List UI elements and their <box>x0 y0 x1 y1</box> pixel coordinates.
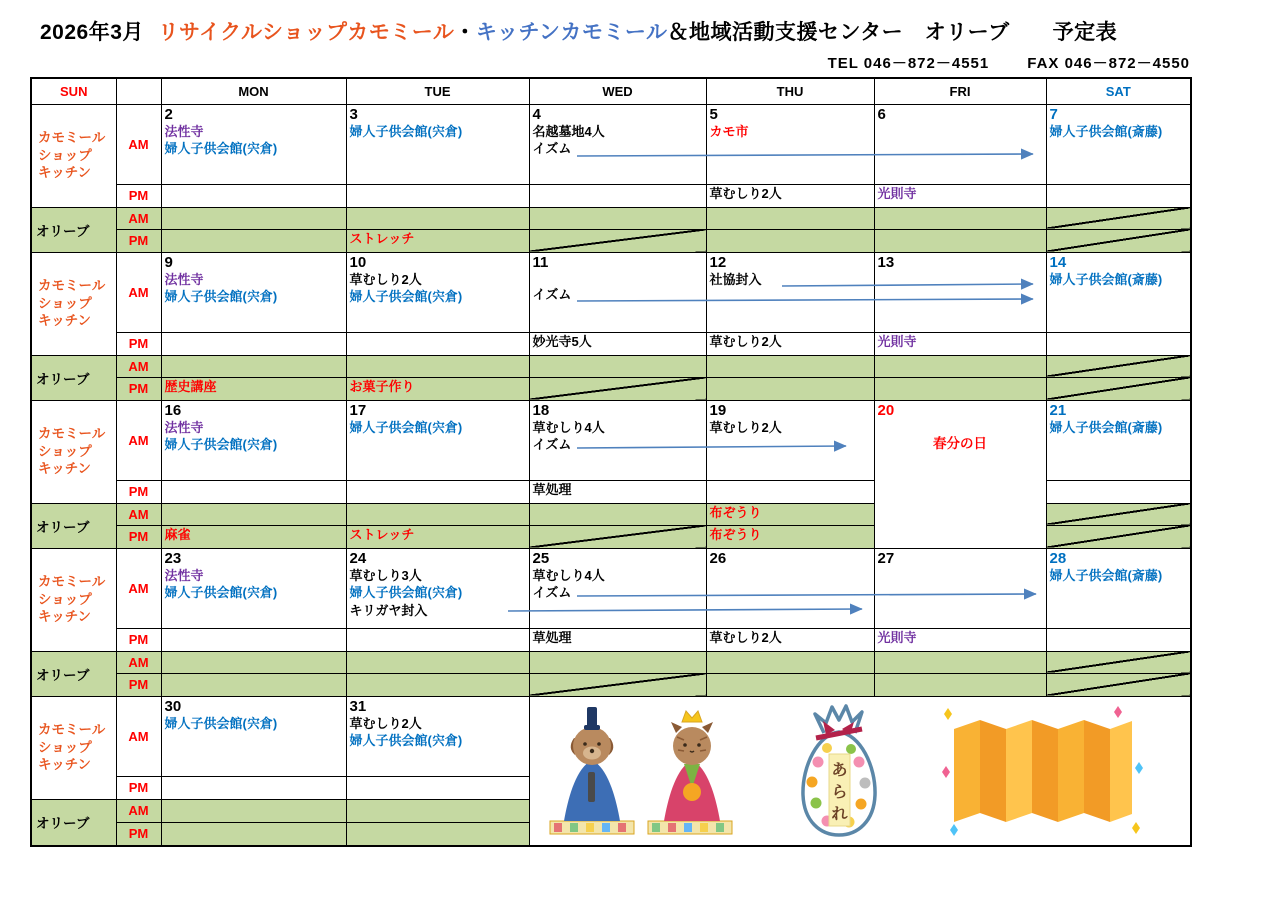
day-number: 5 <box>709 105 718 123</box>
cell-am-thu <box>706 400 874 480</box>
am-label: AM <box>116 355 161 377</box>
cell-pm-sat <box>1046 332 1191 355</box>
day-number: 9 <box>164 253 173 271</box>
am-label: AM <box>116 503 161 525</box>
event-text: 法性寺 <box>164 271 204 287</box>
day-number: 25 <box>532 549 550 567</box>
event-text: 布ぞうり <box>709 504 762 520</box>
event-text: イズム <box>532 437 572 453</box>
cell-olive-pm-thu <box>706 229 874 252</box>
event-text: 婦人子供会館(宍倉) <box>164 437 278 453</box>
label-line: カモミール <box>38 722 106 738</box>
fax-text: FAX 046－872－4550 <box>1027 55 1190 72</box>
day-number: 2 <box>164 105 173 123</box>
am-label: AM <box>116 696 161 776</box>
day-number: 18 <box>532 401 550 419</box>
cell-olive-pm-fri <box>874 377 1046 400</box>
cell-pm-sat <box>1046 480 1191 503</box>
cell-olive-am-mon <box>161 355 346 377</box>
event-text: 婦人子供会館(宍倉) <box>164 141 278 157</box>
event-text: お菓子作り <box>349 378 415 394</box>
cell-pm-thu <box>706 184 874 207</box>
cell-olive-am-tue <box>346 799 529 823</box>
illustrations-cell <box>529 696 1191 846</box>
cell-pm-tue <box>346 332 529 355</box>
cell-pm-thu <box>706 628 874 651</box>
day-number: 26 <box>709 549 727 567</box>
cell-pm-wed <box>529 184 706 207</box>
event-text: 婦人子供会館(宍倉) <box>349 123 463 139</box>
cell-am-wed <box>529 400 706 480</box>
day-number: 20 <box>877 401 895 419</box>
event-text: 婦人子供会館(宍倉) <box>349 289 463 305</box>
holiday-name: 春分の日 <box>933 435 987 451</box>
label-line: ショップ <box>38 147 92 163</box>
cell-olive-am-thu <box>706 355 874 377</box>
day-number: 21 <box>1049 401 1067 419</box>
event-text: 草むしり2人 <box>349 715 422 731</box>
cell-olive-pm-sat-closed <box>1046 673 1191 696</box>
tel-fax-line <box>0 52 1190 73</box>
event-text: 妙光寺5人 <box>532 333 592 349</box>
cell-am-tue <box>346 400 529 480</box>
cell-olive-am-fri <box>874 651 1046 673</box>
cell-olive-am-sat-closed <box>1046 355 1191 377</box>
event-text: 名越墓地4人 <box>532 123 605 139</box>
event-text: 婦人子供会館(宍倉) <box>349 733 463 749</box>
am-label: AM <box>116 799 161 823</box>
cell-pm-mon <box>161 628 346 651</box>
cell-am-tue <box>346 696 529 776</box>
cell-olive-am-mon <box>161 651 346 673</box>
day-number: 19 <box>709 401 727 419</box>
cell-olive-am-sat-closed <box>1046 207 1191 229</box>
cell-pm-tue <box>346 776 529 799</box>
cell-am-wed <box>529 252 706 332</box>
day-header-fri: FRI <box>874 78 1046 104</box>
am-label: AM <box>116 400 161 480</box>
page-title <box>40 16 1117 46</box>
pm-label: PM <box>116 480 161 503</box>
cell-pm-tue <box>346 628 529 651</box>
cell-olive-pm-wed-closed <box>529 673 706 696</box>
event-text: イズム <box>532 585 572 601</box>
cell-olive-pm-mon <box>161 377 346 400</box>
cell-olive-am-tue <box>346 503 529 525</box>
cell-olive-pm-tue <box>346 823 529 846</box>
pm-label: PM <box>116 776 161 799</box>
cell-olive-pm-tue <box>346 377 529 400</box>
kamomiru-shop-kitchen-label <box>31 400 116 503</box>
cell-am-mon <box>161 400 346 480</box>
day-number: 12 <box>709 253 727 271</box>
cell-am-thu <box>706 252 874 332</box>
kamomiru-shop-kitchen-label <box>31 104 116 207</box>
event-text: 法性寺 <box>164 567 204 583</box>
cell-olive-pm-mon <box>161 229 346 252</box>
day-header-sat: SAT <box>1046 78 1191 104</box>
cell-olive-am-sat-closed <box>1046 651 1191 673</box>
cell-pm-thu <box>706 480 874 503</box>
cell-olive-am-wed <box>529 355 706 377</box>
day-number: 4 <box>532 105 541 123</box>
event-text: 婦人子供会館(宍倉) <box>349 419 463 435</box>
cell-olive-am-mon <box>161 799 346 823</box>
cell-am-wed <box>529 104 706 184</box>
cell-am-tue <box>346 252 529 332</box>
label-line: カモミール <box>38 574 106 590</box>
day-number: 10 <box>349 253 367 271</box>
kamomiru-shop-kitchen-label <box>31 548 116 651</box>
label-line: キッチン <box>38 313 92 329</box>
event-text: 婦人子供会館(斎藤) <box>1049 123 1163 139</box>
cell-pm-wed <box>529 332 706 355</box>
event-text: イズム <box>532 286 572 302</box>
cell-am-fri <box>874 548 1046 628</box>
cell-pm-tue <box>346 480 529 503</box>
am-label: AM <box>116 548 161 628</box>
cell-olive-am-thu <box>706 207 874 229</box>
cell-olive-pm-mon <box>161 673 346 696</box>
event-text: キリガヤ封入 <box>349 602 428 618</box>
day-header-wed: WED <box>529 78 706 104</box>
cell-olive-pm-thu <box>706 673 874 696</box>
event-text: ストレッチ <box>349 230 415 246</box>
holiday-cell <box>874 400 1046 548</box>
cell-olive-am-mon <box>161 503 346 525</box>
arare-bag-label-char: れ <box>831 805 848 823</box>
cell-pm-mon <box>161 480 346 503</box>
cell-am-mon <box>161 696 346 776</box>
event-text: ストレッチ <box>349 526 415 542</box>
month-text: 2026年3月 <box>40 21 144 44</box>
event-text: 光則寺 <box>877 333 917 349</box>
cell-olive-am-sat-closed <box>1046 503 1191 525</box>
event-text: 草むしり2人 <box>709 419 782 435</box>
cell-olive-pm-thu <box>706 525 874 548</box>
cell-pm-wed <box>529 480 706 503</box>
cell-olive-am-fri <box>874 207 1046 229</box>
cell-olive-am-wed <box>529 651 706 673</box>
cell-olive-am-wed <box>529 503 706 525</box>
center-name-text: ＆地域活動支援センター オリーブ 予定表 <box>667 21 1118 44</box>
day-header-thu: THU <box>706 78 874 104</box>
schedule-table <box>30 77 1192 847</box>
olive-label: オリーブ <box>31 503 116 548</box>
kamomiru-shop-kitchen-label <box>31 252 116 355</box>
event-text: 婦人子供会館(宍倉) <box>164 715 278 731</box>
event-text: 草むしり2人 <box>709 333 782 349</box>
day-number: 28 <box>1049 549 1067 567</box>
cell-pm-fri <box>874 184 1046 207</box>
event-text: 麻雀 <box>164 526 191 542</box>
cell-am-sat <box>1046 252 1191 332</box>
cell-am-sat <box>1046 104 1191 184</box>
cell-olive-pm-tue <box>346 229 529 252</box>
cell-olive-am-tue <box>346 355 529 377</box>
cell-pm-thu <box>706 332 874 355</box>
label-line: カモミール <box>38 130 106 146</box>
pm-label: PM <box>116 823 161 846</box>
event-text: 草処理 <box>532 481 572 497</box>
event-text: 布ぞうり <box>709 526 762 542</box>
illustrations-row <box>530 697 1191 845</box>
pm-label: PM <box>116 673 161 696</box>
event-text: 歴史講座 <box>164 378 217 394</box>
day-header-blank <box>116 78 161 104</box>
cell-olive-am-tue <box>346 207 529 229</box>
label-line: ショップ <box>38 443 92 459</box>
label-line: ショップ <box>38 739 92 755</box>
day-number: 7 <box>1049 105 1058 123</box>
cell-am-tue <box>346 548 529 628</box>
cell-olive-pm-sat-closed <box>1046 229 1191 252</box>
cell-am-mon <box>161 548 346 628</box>
am-label: AM <box>116 252 161 332</box>
cell-olive-pm-fri <box>874 229 1046 252</box>
cell-pm-mon <box>161 332 346 355</box>
event-text: 婦人子供会館(宍倉) <box>164 289 278 305</box>
olive-label: オリーブ <box>31 207 116 252</box>
event-text: 草むしり3人 <box>349 567 422 583</box>
day-number: 6 <box>877 105 886 123</box>
cell-am-tue <box>346 104 529 184</box>
cell-olive-pm-wed-closed <box>529 525 706 548</box>
pm-label: PM <box>116 184 161 207</box>
am-label: AM <box>116 104 161 184</box>
cell-olive-pm-tue <box>346 673 529 696</box>
kitchen-name-text: キッチンカモミール <box>475 21 668 44</box>
title-separator: ・ <box>454 21 476 44</box>
label-line: キッチン <box>38 165 92 181</box>
cell-olive-am-tue <box>346 651 529 673</box>
label-line: カモミール <box>38 278 106 294</box>
cell-olive-am-mon <box>161 207 346 229</box>
event-text: 婦人子供会館(宍倉) <box>164 585 278 601</box>
cell-am-thu <box>706 104 874 184</box>
day-header-row <box>31 78 1191 104</box>
day-number: 16 <box>164 401 182 419</box>
day-number: 3 <box>349 105 358 123</box>
olive-label: オリーブ <box>31 799 116 846</box>
olive-label: オリーブ <box>31 651 116 696</box>
cell-pm-wed <box>529 628 706 651</box>
hina-dolls-illustration <box>544 702 739 840</box>
shop-name-text: リサイクルショップカモミール <box>157 21 455 44</box>
am-label: AM <box>116 207 161 229</box>
cell-olive-pm-fri <box>874 673 1046 696</box>
cell-olive-am-thu <box>706 651 874 673</box>
day-number: 24 <box>349 549 367 567</box>
olive-label: オリーブ <box>31 355 116 400</box>
cell-am-thu <box>706 548 874 628</box>
event-text: 草処理 <box>532 629 572 645</box>
cell-am-sat <box>1046 548 1191 628</box>
event-text: 婦人子供会館(斎藤) <box>1049 567 1163 583</box>
am-label: AM <box>116 651 161 673</box>
cell-olive-pm-sat-closed <box>1046 377 1191 400</box>
pm-label: PM <box>116 525 161 548</box>
pm-label: PM <box>116 377 161 400</box>
event-text: 社協封入 <box>709 271 762 287</box>
arare-bag-label-char: あ <box>831 761 848 779</box>
event-text: 法性寺 <box>164 123 204 139</box>
label-line: ショップ <box>38 591 92 607</box>
day-number: 23 <box>164 549 182 567</box>
cell-am-wed <box>529 548 706 628</box>
cell-am-sat <box>1046 400 1191 480</box>
event-text: 草むしり2人 <box>709 185 782 201</box>
event-text: 草むしり2人 <box>709 629 782 645</box>
label-line: キッチン <box>38 609 92 625</box>
cell-pm-fri <box>874 332 1046 355</box>
label-line: キッチン <box>38 757 92 773</box>
cell-olive-pm-mon <box>161 823 346 846</box>
cell-pm-mon <box>161 776 346 799</box>
event-text: 光則寺 <box>877 629 917 645</box>
cell-am-mon <box>161 104 346 184</box>
event-text: カモ市 <box>709 123 749 139</box>
event-text: イズム <box>532 141 572 157</box>
cell-pm-sat <box>1046 184 1191 207</box>
event-text: 草むしり4人 <box>532 567 605 583</box>
event-text: 婦人子供会館(宍倉) <box>349 585 463 601</box>
pm-label: PM <box>116 332 161 355</box>
label-line: キッチン <box>38 461 92 477</box>
cell-pm-mon <box>161 184 346 207</box>
cell-am-fri <box>874 252 1046 332</box>
label-line: ショップ <box>38 295 92 311</box>
cell-am-fri <box>874 104 1046 184</box>
day-number: 14 <box>1049 253 1067 271</box>
pm-label: PM <box>116 229 161 252</box>
day-number: 13 <box>877 253 895 271</box>
cell-am-mon <box>161 252 346 332</box>
event-text: 光則寺 <box>877 185 917 201</box>
event-text: 婦人子供会館(斎藤) <box>1049 419 1163 435</box>
day-number: 17 <box>349 401 367 419</box>
day-header-tue: TUE <box>346 78 529 104</box>
kamomiru-shop-kitchen-label <box>31 696 116 799</box>
cell-olive-pm-tue <box>346 525 529 548</box>
day-header-mon: MON <box>161 78 346 104</box>
pm-label: PM <box>116 628 161 651</box>
cell-olive-pm-mon <box>161 525 346 548</box>
day-number: 27 <box>877 549 895 567</box>
event-text: 草むしり4人 <box>532 419 605 435</box>
day-header-sun: SUN <box>31 78 116 104</box>
cell-olive-am-thu <box>706 503 874 525</box>
cell-pm-sat <box>1046 628 1191 651</box>
cell-olive-am-fri <box>874 355 1046 377</box>
event-text: 草むしり2人 <box>349 271 422 287</box>
day-number: 31 <box>349 697 367 715</box>
event-text: 法性寺 <box>164 419 204 435</box>
cell-olive-pm-sat-closed <box>1046 525 1191 548</box>
cell-pm-fri <box>874 628 1046 651</box>
day-number: 11 <box>532 253 549 271</box>
cell-pm-tue <box>346 184 529 207</box>
cell-olive-am-wed <box>529 207 706 229</box>
arare-bag-label-char: ら <box>831 783 848 801</box>
tel-text: TEL 046－872－4551 <box>827 55 990 72</box>
cell-olive-pm-thu <box>706 377 874 400</box>
arare-bag-illustration <box>782 702 897 840</box>
cell-olive-pm-wed-closed <box>529 229 706 252</box>
label-line: カモミール <box>38 426 106 442</box>
day-number: 30 <box>164 697 182 715</box>
folding-screen-illustration <box>940 702 1145 840</box>
cell-olive-pm-wed-closed <box>529 377 706 400</box>
event-text: 婦人子供会館(斎藤) <box>1049 271 1163 287</box>
